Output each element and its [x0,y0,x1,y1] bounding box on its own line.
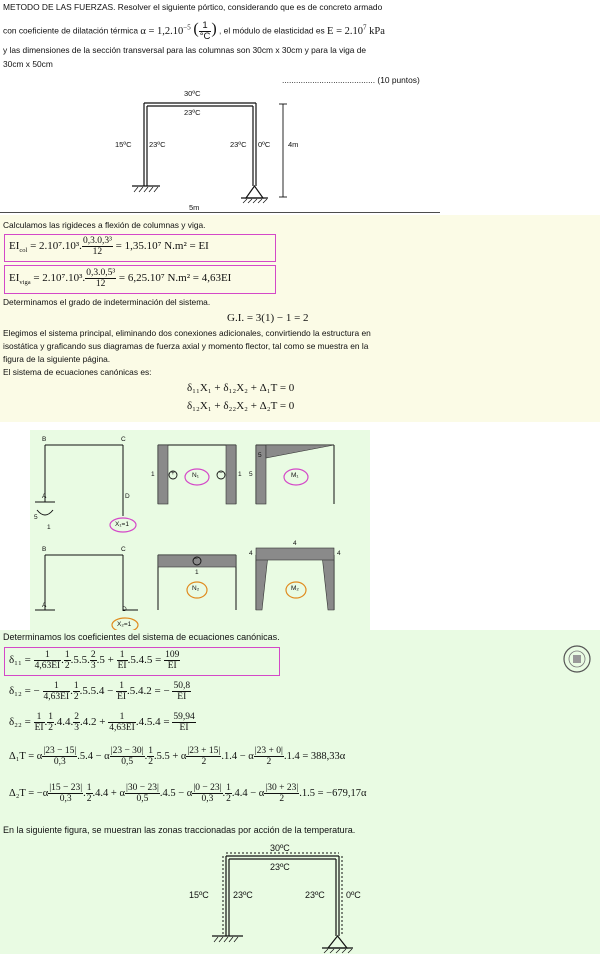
principal-text-1: Elegimos el sistema principal, eliminando dos conexiones adicionales, convirtiendo la estructura en [3,328,371,338]
canonical-eq-2: δ₁₂X₁ + δ₂₂X₂ + Δ₂T = 0 [187,400,295,412]
node-A-2: A [42,602,47,609]
canonical-title: El sistema de ecuaciones canónicas es: [3,367,152,377]
principal-text-3: figura de la siguiente página. [3,354,111,364]
node-B-1: B [42,436,47,443]
diagrams-figure [30,430,370,636]
node-A-1: A [42,493,47,500]
delta-22-equation: δ₂₂ = $\frac{1}{EI}$ . $\frac{1}{2}$ .4.4. $\frac{2}{3}$ .4.2 + $\frac{1}{4,63EI}$ .4.5.4 = $\frac{59,94}{EI}$ [9,712,195,733]
n1-label: N₁ [192,472,199,479]
coefs-title: Determinamos los coeficientes del sistema de ecuaciones canónicas. [3,632,280,642]
n2-value: 1 [195,569,199,576]
problem-line-2: con coeficiente de dilatación térmica $\alpha = 1,2.10^{-5}$ ( $\frac{1}{^\circ C}$ ) , el módulo de elasticidad es $E = 2.10^7$ kPa [3,19,385,42]
fig1-height-label: 4m [288,140,299,149]
principal-text-2: isostática y graficando sus diagramas de fuerza axial y momento flector, tal como se muestra en la [3,341,369,351]
m2-left-value: 4 [249,550,253,557]
n1-left-value: 1 [151,471,155,478]
diagrams-section [30,430,370,636]
n1-plus-sign: + [171,470,175,477]
gi-equation: G.I. = 3(1) − 1 = 2 [227,312,309,324]
problem-line-2-start: con coeficiente de dilatación térmica [3,25,139,36]
fig1-right-inner-temp: 23ºC [230,140,247,149]
m1-top-value: 5 [258,452,262,459]
problem-line-4: 30cm x 50cm [3,59,53,69]
fig2-right-inner-temp: 23ºC [305,890,325,900]
load-5: 5 [34,514,38,521]
fig2-left-inner-temp: 23ºC [233,890,253,900]
delta-2t-equation: Δ₂T = −α $\frac{|15 - 23|}{0,3}$ . $\frac{1}{2}$ .4.4 + α $\frac{|30 - 23|}{0,5}$ .4.5 − α $\frac{|0 - 23|}{0,3}$ . $\frac{1}{2}$ .4.4 − α $\frac{|30 + 23|}{2}$ .1.5 = −679,17α [9,783,367,804]
node-B-2: B [42,546,47,553]
elasticity-value: E = 2.10 [327,25,363,37]
grado-text: Determinamos el grado de indeterminación del sistema. [3,297,211,307]
delta-1t-equation: Δ₁T = α $\frac{|23 - 15|}{0,3}$ .5.4 − α $\frac{|23 - 30|}{0,5}$ . $\frac{1}{2}$ .5.5 + α $\frac{|23 + 15|}{2}$ .1.4 − α $\frac{|23 + 0|}{2}$ .1.4 = 388,33α [9,746,346,767]
frame-figure-2 [0,630,600,954]
x2-label: X₂=1 [117,621,132,628]
coefficients-section [0,630,600,954]
fig1-right-outer-temp: 0ºC [258,140,271,149]
solution-section [0,215,600,422]
alpha-unit-fraction: $\frac{1}{^\circ C}$ [199,19,211,42]
delta-12-equation: δ₁₂ = − $\frac{1}{4,63EI}$ . $\frac{1}{2}$ .5.5.4 − $\frac{1}{EI}$ .5.4.2 = − $\frac{50,8}{EI}$ [9,681,191,702]
x1-label: X₁=1 [115,521,129,528]
canonical-eq-1: δ₁₁X₁ + δ₁₂X₂ + Δ₁T = 0 [187,382,295,394]
fig2-right-outer-temp: 0ºC [346,890,361,900]
fig2-top-outer-temp: 30ºC [270,843,290,853]
n2-label: N₂ [192,585,200,592]
alpha-value: α = 1,2.10 [140,25,184,37]
intro-text: Calculamos las rigideces a flexión de columnas y viga. [3,220,206,230]
delta-11-equation: δ₁₁ = $\frac{1}{4,63EI}$ . $\frac{1}{2}$ .5.5. $\frac{2}{3}$ .5 + $\frac{1}{EI}$ .5.4.5 = $\frac{109}{EI}$ [9,650,180,671]
problem-line-3: y las dimensiones de la sección transversal para las columnas son 30cm x 30cm y para la viga de [3,45,367,55]
problem-line-1: METODO DE LAS FUERZAS. Resolver el siguiente pórtico, considerando que es de concreto armado [3,2,383,12]
alpha-exponent: −5 [183,23,191,31]
zonas-text: En la siguiente figura, se muestran las zonas traccionadas por acción de la temperatura. [3,825,356,835]
m1-left-value: 5 [249,471,253,478]
node-D-2: D [122,606,127,613]
load-1: 1 [47,524,51,531]
problem-line-2-mid: , el módulo de elasticidad es [219,25,325,36]
frame-figure-1 [0,0,600,213]
ei-col-equation: $EI_{col} = 2.10^7.10^3$. $\frac{\text{0,3.0,3³}}{12}$ = 1,35.10⁷ N.m² = EI [9,236,209,257]
node-C-1: C [121,436,126,443]
m2-label: M₂ [291,585,299,592]
node-C-2: C [121,546,126,553]
fig2-left-outer-temp: 15ºC [189,890,209,900]
fig1-top-outer-temp: 30ºC [184,89,201,98]
m1-label: M₁ [291,472,299,479]
points-label: ........................................ (10 puntos) [282,75,420,85]
m2-top-value: 4 [293,540,297,547]
m2-right-value: 4 [337,550,341,557]
node-D-1: D [125,493,130,500]
fig1-left-outer-temp: 15ºC [115,140,132,149]
fig1-top-inner-temp: 23ºC [184,108,201,117]
n1-minus-sign: − [219,470,223,477]
fig1-left-inner-temp: 23ºC [149,140,166,149]
n2-minus-sign: − [194,556,198,563]
problem-section [0,0,600,213]
n1-right-value: 1 [238,471,242,478]
ei-viga-equation: $EI_{viga} = 2.10^7.10^3$. $\frac{\text{0,3.0,5³}}{12}$ = 6,25.10⁷ N.m² = 4,63EI [9,268,232,289]
fig1-span-label: 5m [189,203,200,212]
fig2-top-inner-temp: 23ºC [270,862,290,872]
